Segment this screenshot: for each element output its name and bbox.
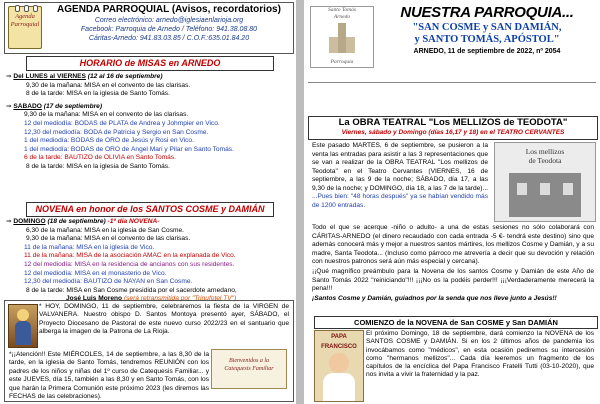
parish-logo-top: Santo Tomás — [327, 7, 357, 13]
poster-title-1: Los mellizos — [525, 147, 565, 156]
pope-line2: FRANCISCO — [321, 344, 357, 350]
agenda-email: Correo electrónico: arnedo@iglesiaenlarioja.org — [94, 17, 244, 24]
novena-title: NOVENA en honor de los SANTOS COSME y DAMIÁN — [26, 202, 274, 217]
church-icon — [329, 23, 355, 53]
agenda-logo-icon — [8, 6, 42, 49]
theatre-subtitle: Viernes, sábado y Domingo (días 16,17 y 18) en el TEATRO CERVANTES — [341, 129, 565, 136]
bulletin-title: NUESTRA PARROQUIA... — [400, 4, 574, 21]
day1-dates: (12 al 16 de septiembre) — [87, 73, 163, 80]
virgin-valvanera-image — [8, 304, 38, 348]
novena-priest-name: José Luis Moreno — [66, 295, 123, 303]
day2-row-3: 12,30 del mediodía: BODA de Patricia y Sergio en San Cosme. — [24, 128, 209, 136]
mellizos-poster-image — [494, 142, 596, 222]
bulletin-subtitle-1: "SAN COSME y SAN DAMIÁN, — [412, 22, 562, 33]
novena-day-note: -1º día NOVENA- — [107, 218, 160, 225]
mass-schedule-title: HORARIO de MISAS en ARNEDO — [26, 56, 274, 71]
day1-row-2: 8 de la tarde: MISA en la iglesia de Santo Tomás. — [26, 90, 170, 98]
novena-row-1: 6,30 de la mañana: MISA en la iglesia de San Cosme. — [26, 226, 184, 234]
parish-logo — [310, 6, 374, 68]
notice-box — [4, 300, 294, 402]
theatre-prayer: ¡Santos Cosme y Damián, guiadnos por la senda que nos lleve junto a Jesús!! — [312, 295, 557, 302]
catechesis-line2: Catequesis Familiar — [224, 365, 274, 372]
bulletin-header — [378, 4, 596, 57]
agenda-facebook: Facebook: Parroquia de Arnedo / Teléfono: 941.38.08.80 — [80, 26, 258, 33]
agenda-logo-line1: Agenda — [15, 13, 35, 20]
day1-heading: ⇒ Del LUNES al VIERNES (12 al 16 de septiembre) — [6, 73, 163, 80]
novena-heading: ⇒ DOMINGO (18 de septiembre) -1º día NOVENA- — [6, 218, 160, 225]
notice-valvanera: * HOY, DOMINGO, 11 de septiembre, celebraremos la fiesta de la VIRGEN de VALVANERA. Nuestro obispo D. Santos Montoya presentó ayer, SÁBADO, el Proyecto Diocesano de Pastoral de este nuevo curso 2022/23 en el santuario que alberga la imagen de la Patrona de La Rioja. — [39, 303, 289, 336]
novena-start-text: El próximo Domingo, 18 de septiembre, dará comienzo la NOVENA de los SANTOS COSME y DAMIÁN. Si en los 2 últimos años de pandemia los invocábamos como "médicos", en esta ocasión pediremos su intercesión como "hermanos mellizos"... Cada día leeremos un fragmento de los capítulos de la encíclica del Papa Francisco Fratelli Tutti (03-10-2020), que nos invita a vivir la fraternidad y la paz. — [366, 330, 594, 379]
catechesis-image — [211, 349, 287, 389]
day1-label: Del LUNES al VIERNES — [13, 73, 86, 80]
theatre-sales-text: Este pasado MARTES, 6 de septiembre, se pusieron a la venta las entradas para asistir a las 3 representaciones que se van a realizar de la OBRA TEATRAL "Los mellizos de Teodota" en el Teatro Cervantes (VIERNES, 16 de septiembre, a las 9 de la noche; SÁBADO, día 17, a las 9,30 de la noche; y DOMINGO, día 18, a las 7 de la tarde)... — [312, 142, 488, 192]
poster-title-2: de Teodota — [528, 156, 562, 165]
theatre-paragraph-1 — [312, 142, 488, 210]
header-divider — [308, 82, 596, 83]
novena-row-5: 12 del mediodía: MISA en la residencia de ancianos con sus residentes. — [24, 260, 235, 268]
novena-row-4: 11 de la mañana: MISA de la asociación AMAC en la explanada de Vico. — [24, 252, 236, 260]
novena-row-2: 9,30 de la mañana: MISA en el convento de las clarisas. — [26, 235, 191, 243]
bulletin-date: ARNEDO, 11 de septiembre de 2022, nº 2054 — [413, 48, 561, 55]
novena-day-label: DOMINGO — [13, 218, 46, 225]
novena-broadcast-note: (será retransmitida por "Trinufotel TV") — [123, 295, 237, 303]
theatre-title: La OBRA TEATRAL "Los MELLIZOS de TEODOTA" — [338, 117, 568, 128]
agenda-header — [4, 2, 294, 54]
theatre-paragraph-3: ¡¡Qué magnífico preámbulo para la Novena de los santos Cosme y Damián de este Año de Santo Tomás 2022 "reiniciando"!!! ¡¡¡No os la podéis perder!!! ¡¡¡Verdaderamente merecerá la pena!!! — [312, 268, 594, 292]
pope-line1: PAPA — [331, 334, 347, 340]
novena-start-title: COMIENZO de la NOVENA de San COSME y San DAMIÁN — [314, 316, 598, 329]
day2-heading: ⇒ SÁBADO (17 de septiembre) — [6, 102, 103, 110]
day1-row-1: 9,30 de la mañana: MISA en el convento de las clarisas. — [26, 81, 191, 89]
novena-row-7: 12,30 del mediodía: BAUTIZO de NAYAN en San Cosme. — [24, 278, 193, 286]
day2-row-2: 12 del mediodía: BODAS de PLATA de Andrea y Johmpier en Vico. — [24, 119, 220, 127]
agenda-logo-line2: Parroquial — [10, 21, 40, 28]
theatre-header — [308, 116, 598, 140]
day2-row-1: 9,30 de la mañana: MISA en el convento de las clarisas. — [24, 111, 189, 119]
day2-dates: (17 de septiembre) — [43, 102, 103, 110]
agenda-caritas: Cáritas-Arnedo: 941.83.03.85 / C.O.F.:635.01.84.20 — [88, 35, 250, 42]
left-page — [0, 0, 296, 404]
novena-row-3: 11 de la mañana: MISA en la iglesia de Vico. — [24, 243, 155, 251]
catechesis-line1: Bienvenidos a la — [229, 358, 269, 364]
mass-schedule — [6, 73, 292, 172]
parish-logo-mid: Arnedo — [333, 14, 351, 20]
right-page — [304, 0, 600, 404]
novena-schedule — [6, 218, 292, 304]
bulletin-subtitle-2: y SANTO TOMÁS, APÓSTOL" — [414, 34, 560, 45]
novena-row-8: 8 de la tarde: MISA en San Cosme presidida por el sacerdote arnedano, — [26, 286, 237, 294]
theatre-paragraph-2: Todo el que se acerque -niño o adulto- a una de estas sesiones no sólo colaborará con CÁRITAS-ARNEDO (el dinero recaudado con cada entrada -5 €- tendrá este destino) sino que además conocerá más y mejor a nuestros santos mártires, los mellizos Cosme y Damián, y a su madre, Santa Teodota... (Incluso como párroco me atrevería a decir que su devoción y relación con nuestros patronos será aún más especial y cercana). — [312, 224, 594, 265]
day2-row-4: 1 del mediodía: BODAS de ORO de Jesús y Rosi en Vico. — [24, 137, 194, 145]
theatre-sold-text: ...Pues bien: "48 horas después" ya se habían vendido más de 1200 entradas. — [312, 193, 488, 209]
day2-row-6: 6 de la tarde: BAUTIZO de OLIVIA en Santo Tomás. — [24, 154, 176, 162]
day2-row-5: 1 del mediodía: BODAS de ORO de Ángel Mari y Pilar en Santo Tomás. — [24, 145, 234, 153]
notice-catechesis: *¡¡Atención!! Este MIÉRCOLES, 14 de septiembre, a las 8,30 de la tarde, en la iglesia de Santo Tomás, tendremos REUNIÓN con los padres de los niños y niñas del 1º curso de Catequesis Familiar... y este JUEVES, día 15, también a las 8,30 y en Santo Tomás, con los que harán la Primera Comunión este próximo 2023 (les diremos las FECHAS de las celebraciones). — [9, 351, 209, 401]
day2-row-7: 8 de la tarde: MISA en la iglesia de Santo Tomás. — [26, 162, 170, 170]
page-gutter — [296, 0, 304, 404]
novena-day-dates: (18 de septiembre) — [47, 218, 106, 225]
novena-row-6: 12 del mediodía: MISA en el monasterio de Vico. — [24, 269, 167, 277]
agenda-title: AGENDA PARROQUIAL (Avisos, recordatorios) — [57, 4, 281, 15]
pope-francis-image — [314, 330, 364, 402]
parish-logo-bottom: Parroquia — [330, 59, 354, 65]
day2-label: SÁBADO — [13, 102, 42, 110]
